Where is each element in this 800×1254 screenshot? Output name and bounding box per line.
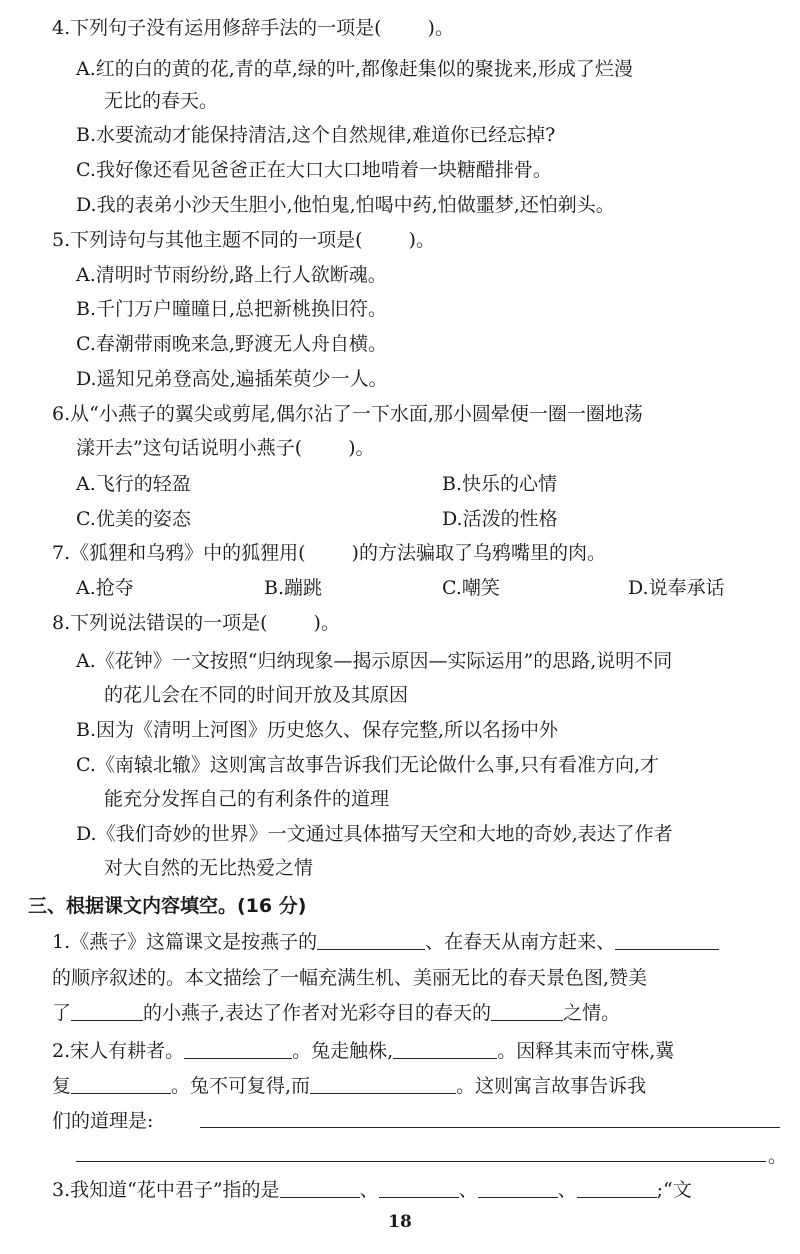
q5-option-d: D.遥知兄弟登高处,遍插茱萸少一人。 (76, 368, 388, 390)
q8-option-c: C.《南辕北辙》这则寓言故事告诉我们无论做什么事,只有看准方向,才 (76, 754, 659, 776)
q8-option-d: D.《我们奇妙的世界》一文通过具体描写天空和大地的奇妙,表达了作者 (76, 823, 673, 845)
fill2-answer-rule-2[interactable] (76, 1161, 766, 1162)
q8-option-c-cont: 能充分发挥自己的有利条件的道理 (104, 788, 390, 810)
q7-stem: 7.《狐狸和乌鸦》中的狐狸用( )的方法骗取了乌鸦嘴里的肉。 (52, 542, 606, 564)
fill2-line2: 复 。兔不可复得,而 。这则寓言故事告诉我 (52, 1075, 647, 1097)
q8-option-b: B.因为《清明上河图》历史悠久、保存完整,所以名扬中外 (76, 719, 559, 741)
section-3-title: 三、根据课文内容填空。(16 分) (28, 895, 307, 917)
q7-option-d: D.说奉承话 (628, 577, 725, 599)
fill2-blank-4[interactable] (310, 1075, 456, 1094)
q8-option-a: A.《花钟》一文按照“归纳现象—揭示原因—实际运用”的思路,说明不同 (76, 650, 673, 672)
fill1-line1: 1.《燕子》这篇课文是按燕子的 、在春天从南方赶来、 (52, 930, 719, 954)
fill3-blank-2[interactable] (379, 1179, 459, 1198)
q5-stem: 5.下列诗句与其他主题不同的一项是( )。 (52, 229, 435, 251)
q8-stem: 8.下列说法错误的一项是( )。 (52, 612, 340, 634)
fill2-end-period: 。 (768, 1145, 788, 1167)
q7-option-b: B.蹦跳 (264, 577, 323, 599)
q7-option-c: C.嘲笑 (442, 577, 500, 599)
q8-option-a-cont: 的花儿会在不同的时间开放及其原因 (104, 684, 409, 706)
q6-option-a: A.飞行的轻盈 (76, 473, 191, 495)
q7-option-a: A.抢夺 (76, 577, 134, 599)
fill1-line3: 了 的小燕子,表达了作者对光彩夺目的春天的 之情。 (52, 1002, 621, 1024)
fill1-blank-3[interactable] (71, 1002, 143, 1021)
fill2-line1: 2.宋人有耕者。 。兔走触株, 。因释其耒而守株,冀 (52, 1040, 675, 1062)
q5-option-b: B.千门万户曈曈日,总把新桃换旧符。 (76, 298, 388, 320)
fill2-line3: 们的道理是: (52, 1110, 154, 1132)
fill2-blank-3[interactable] (71, 1075, 171, 1094)
fill2-blank-1[interactable] (184, 1040, 292, 1059)
fill3-blank-3[interactable] (478, 1179, 558, 1198)
q4-option-a-cont: 无比的春天。 (104, 90, 219, 112)
fill1-blank-2[interactable] (615, 931, 719, 950)
fill3-blank-1[interactable] (280, 1179, 360, 1198)
fill2-blank-2[interactable] (393, 1040, 497, 1059)
fill3-line1: 3.我知道“花中君子”指的是 、 、 、 ;“文 (52, 1179, 692, 1201)
q5-option-c: C.春潮带雨晚来急,野渡无人舟自横。 (76, 333, 387, 355)
q6-stem-line2: 漾开去”这句话说明小燕子( )。 (76, 437, 375, 459)
q6-option-d: D.活泼的性格 (442, 508, 558, 530)
q4-option-a: A.红的白的黄的花,青的草,绿的叶,都像赶集似的聚拢来,形成了烂漫 (76, 58, 633, 80)
page-number: 18 (388, 1212, 412, 1232)
q8-option-d-cont: 对大自然的无比热爱之情 (104, 857, 314, 879)
fill1-blank-1[interactable] (317, 931, 425, 950)
q4-option-d: D.我的表弟小沙天生胆小,他怕鬼,怕喝中药,怕做噩梦,还怕剃头。 (76, 194, 615, 216)
fill2-answer-rule-1[interactable] (200, 1127, 780, 1128)
q4-option-b: B.水要流动才能保持清洁,这个自然规律,难道你已经忘掉? (76, 124, 556, 146)
q6-stem-line1: 6.从“小燕子的翼尖或剪尾,偶尔沾了一下水面,那小圆晕便一圈一圈地荡 (52, 403, 643, 425)
q4-stem: 4.下列句子没有运用修辞手法的一项是( )。 (52, 17, 454, 39)
fill1-line2: 的顺序叙述的。本文描绘了一幅充满生机、美丽无比的春天景色图,赞美 (52, 967, 648, 989)
fill3-blank-4[interactable] (577, 1179, 657, 1198)
q6-option-c: C.优美的姿态 (76, 508, 191, 530)
fill1-blank-4[interactable] (491, 1002, 563, 1021)
q6-option-b: B.快乐的心情 (442, 473, 558, 495)
q5-option-a: A.清明时节雨纷纷,路上行人欲断魂。 (76, 264, 387, 286)
q4-option-c: C.我好像还看见爸爸正在大口大口地啃着一块糖醋排骨。 (76, 159, 552, 181)
